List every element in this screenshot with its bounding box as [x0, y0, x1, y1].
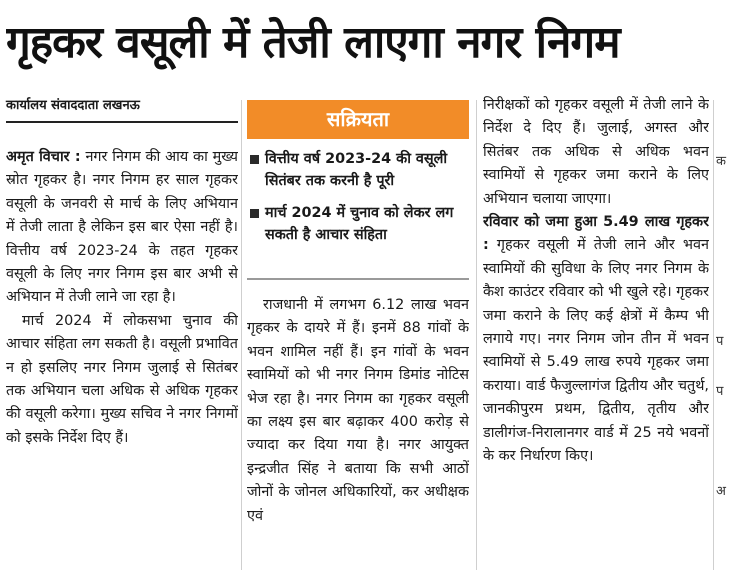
left-column [6, 146, 238, 570]
subheading: रविवार को जमा हुआ 5.49 लाख गृहकर : [483, 214, 709, 254]
byline-rule [6, 121, 238, 123]
right-paragraph-2 [483, 211, 709, 468]
highlight-item [247, 202, 469, 246]
middle-paragraph-1: राजधानी में लगभग 6.12 लाख भवन गृहकर के दायरे में हैं। इनमें 88 गांवों के भवन शामिल नहीं हैं। इन गांवों के भवन स्वामियों को भी नगर निगम डिमांड नोटिस भेज रहा है। नगर निगम का गृहकर वसूली का लक्ष्य इस बार बढ़ाकर 400 करोड़ से ज्यादा कर दिया गया है। नगर आयुक्त इन्द्रजीत सिंह ने बताया कि सभी आठों जोनों के जोनल अधिकारियों, कर अधीक्षक एवं [247, 297, 469, 524]
left-paragraph-1-text: नगर निगम की आय का मुख्य स्रोत गृहकर है। नगर निगम हर साल गृहकर वसूली के जनवरी से मार्च के लिए अभियान में तेजी लाता है लेकिन इस बार ऐसा नहीं है। वित्तीय वर्ष 2023-24 के तहत गृहकर वसूली के लिए नगर निगम इस बार अभी से अभियान में तेजी लाने जा रहा है। [6, 149, 238, 306]
column-divider [241, 100, 242, 570]
highlight-box [247, 148, 469, 260]
left-paragraph-2: मार्च 2024 में लोकसभा चुनाव की आचार संहिता लग सकती है। वसूली प्रभावित न हो इसलिए नगर निगम जुलाई से सितंबर तक अभियान चला अधिक से अधिक गृहकर की वसूली करेगा। मुख्य सचिव ने नगर निगमों को इसके निर्देश दिए हैं। [6, 312, 238, 446]
right-paragraph-1: निरीक्षकों को गृहकर वसूली में तेजी लाने के निर्देश दे दिए हैं। जुलाई, अगस्त और सितंबर तक अधिक से अधिक भवन स्वामियों से गृहकर जमा कराने के लिए अभियान चलाया जाएगा। [483, 97, 709, 207]
square-bullet-icon [250, 155, 259, 164]
column-divider [476, 100, 477, 570]
headline: गृहकर वसूली में तेजी लाएगा नगर निगम [6, 17, 620, 68]
byline: कार्यालय संवाददाता लखनऊ [6, 98, 140, 113]
left-paragraph-1 [6, 146, 238, 310]
clipped-text-fragment: प [716, 334, 724, 349]
right-column [483, 94, 709, 570]
highlight-label: सक्रियता [247, 100, 469, 139]
highlight-item [247, 148, 469, 192]
highlight-divider [247, 278, 469, 280]
highlight-item-text: मार्च 2024 में चुनाव को लेकर लग सकती है आचार संहिता [265, 205, 454, 243]
square-bullet-icon [250, 209, 259, 218]
clipped-text-fragment: अ [716, 484, 726, 499]
middle-column [247, 294, 469, 570]
right-paragraph-2-text: गृहकर वसूली में तेजी लाने और भवन स्वामियों की सुविधा के लिए नगर निगम के कैश काउंटर रविवार को भी खुले रहे। गृहकर जमा कराने के लिए कई क्षेत्रों में कैम्प भी लगाये गए। नगर निगम जोन तीन में भवन स्वामियों से 5.49 लाख रुपये गृहकर जमा कराया। वार्ड फैजुल्लागंज द्वितीय और चतुर्थ, जानकीपुरम प्रथम, द्वितीय, तृतीय और डालीगंज-निरालानगर वार्ड में 25 नये भवनों के कर निर्धारण किए। [483, 237, 709, 465]
highlight-item-text: वित्तीय वर्ष 2023-24 की वसूली सितंबर तक करनी है पूरी [265, 151, 448, 189]
clipped-text-fragment: क [716, 154, 726, 169]
column-divider [713, 100, 714, 570]
clipped-text-fragment: प [716, 384, 724, 399]
dateline-lead: अमृत विचार : [6, 149, 81, 165]
